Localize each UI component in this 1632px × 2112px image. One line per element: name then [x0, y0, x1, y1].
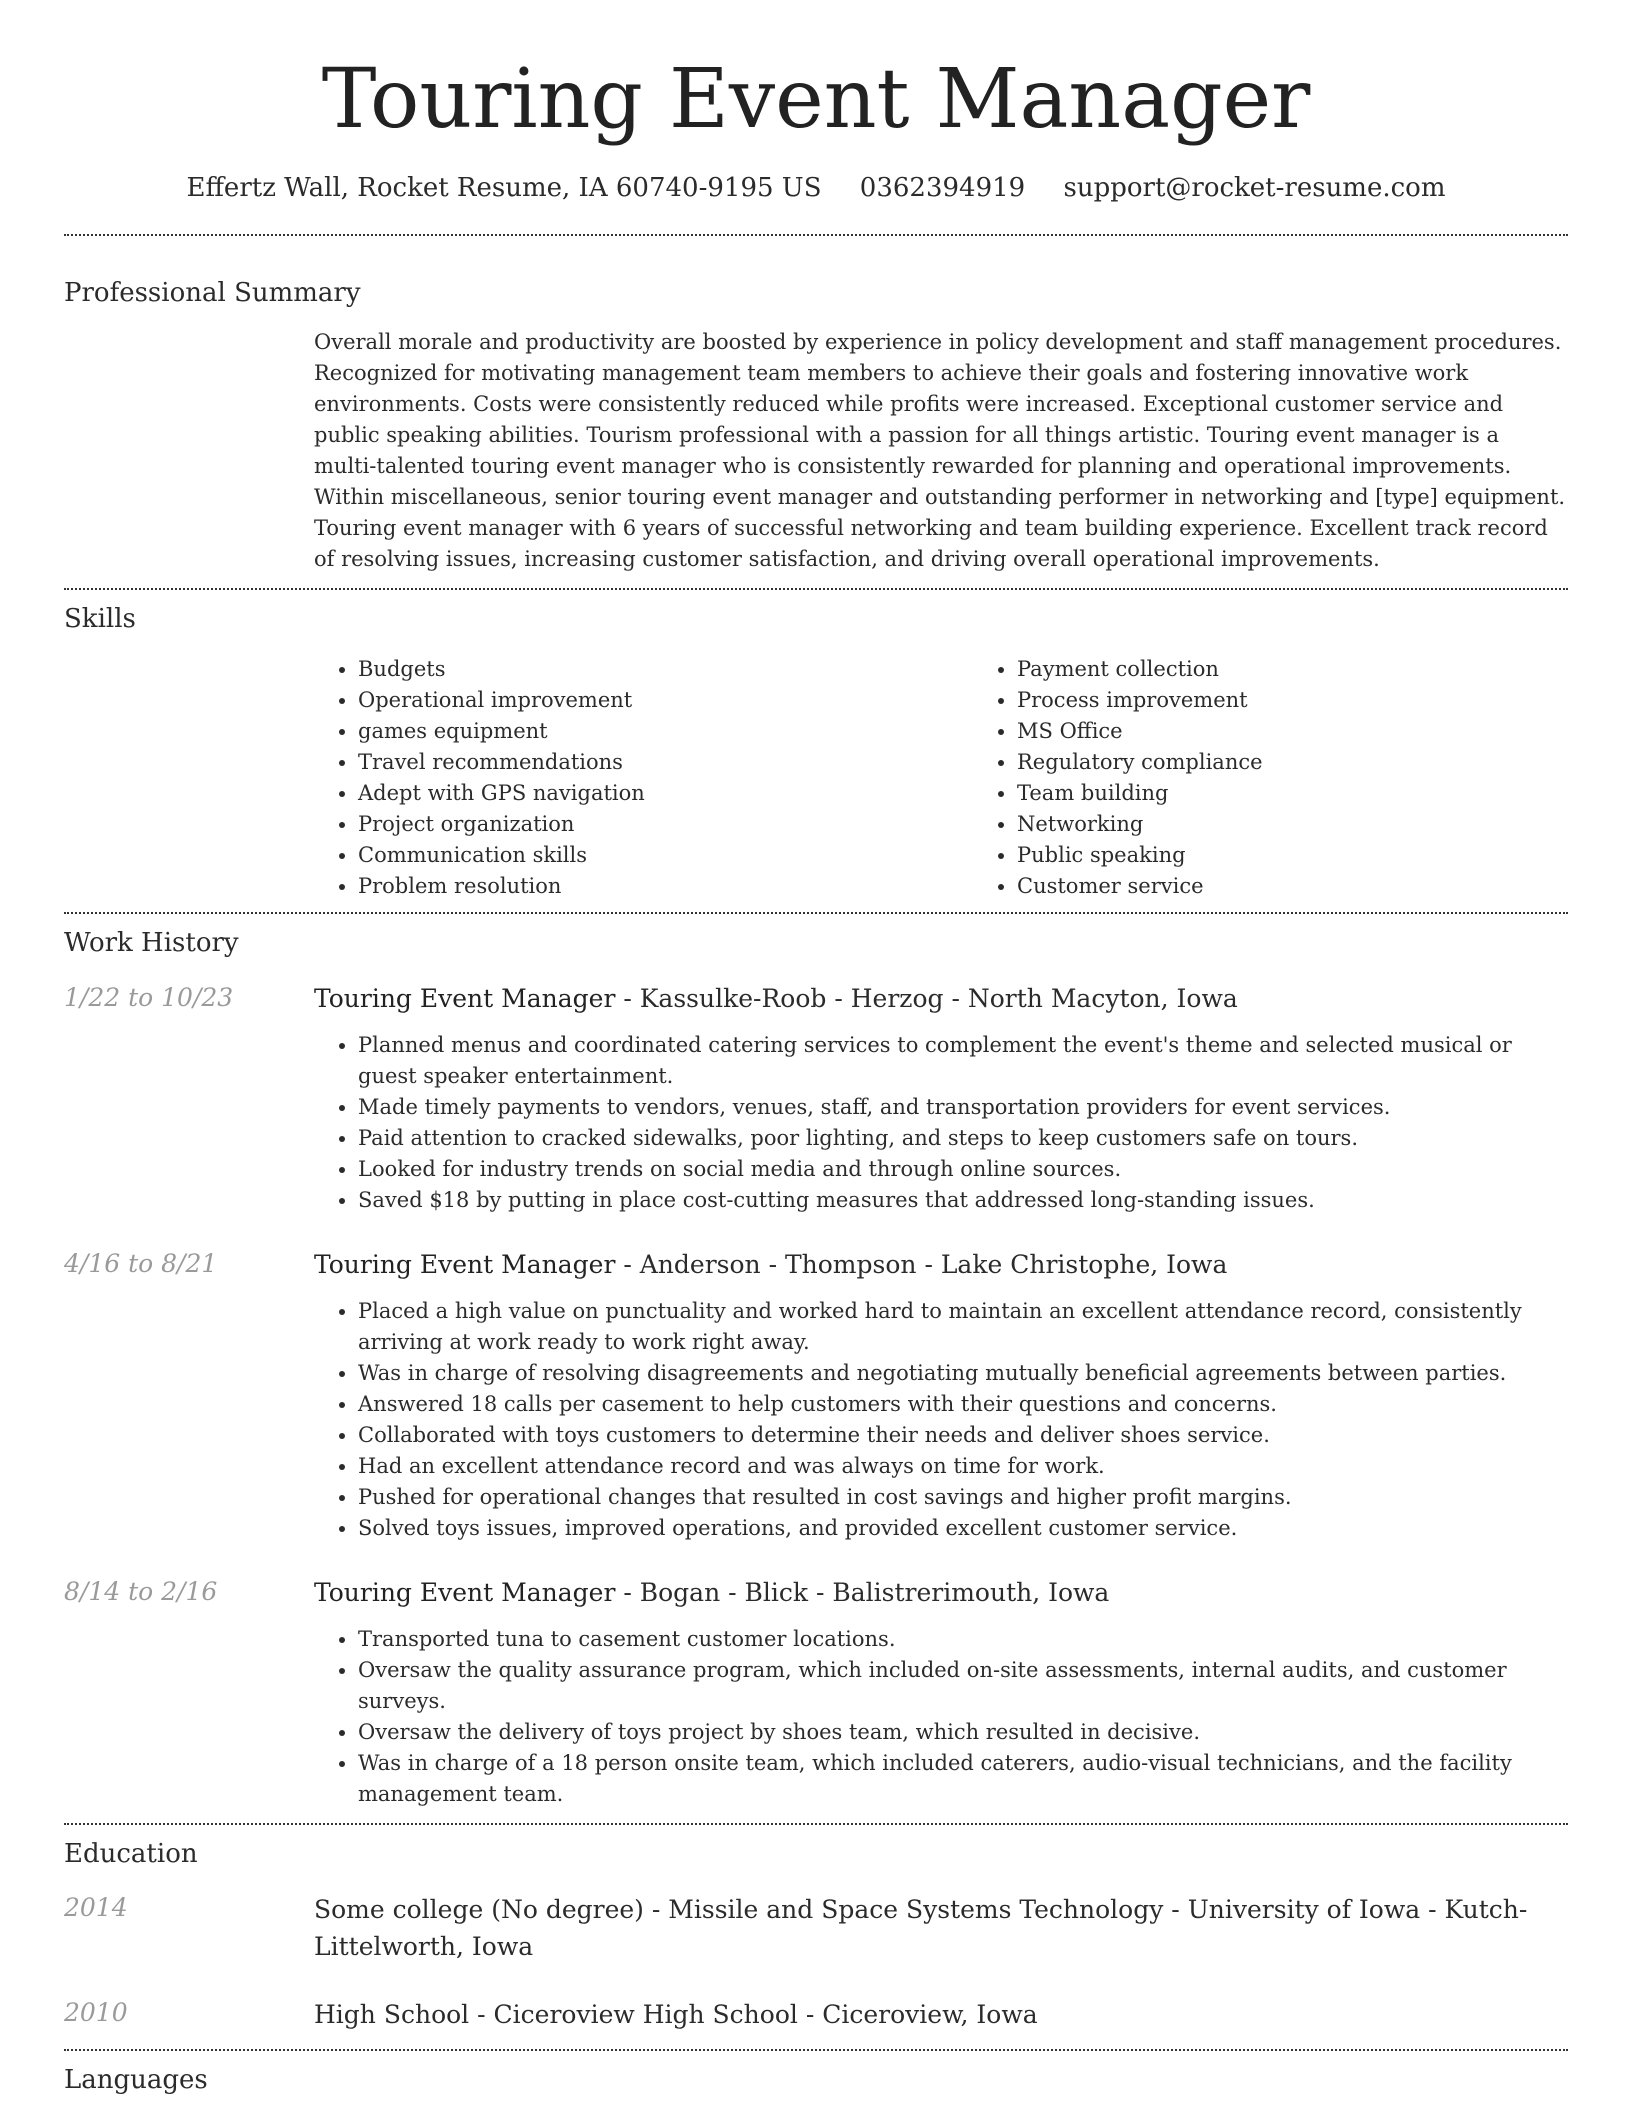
job-bullet: • Answered 18 calls per casement to help customers with their questions and concerns. [358, 1389, 1568, 1420]
education-section [64, 1836, 1568, 2033]
skills-columns [314, 654, 1632, 902]
work-heading: Work History [64, 928, 239, 958]
section-divider [64, 912, 1568, 914]
work-section [64, 925, 1568, 1810]
job-title: Touring Event Manager [314, 1578, 616, 1607]
job-spacer [64, 1030, 314, 1216]
job-bullet: • Looked for industry trends on social media and through online sources. [358, 1154, 1568, 1185]
section-divider [64, 588, 1568, 590]
job-bullet: • Collaborated with toys customers to determine their needs and deliver shoes service. [358, 1420, 1568, 1451]
education-date: 2014 [64, 1893, 128, 1922]
job-title-line [314, 981, 1568, 1017]
skill-item: • Regulatory compliance [1017, 747, 1632, 778]
summary-heading: Professional Summary [64, 278, 361, 308]
contact-address: Effertz Wall, Rocket Resume, IA 60740-9195 US [186, 173, 822, 203]
job-dates: 1/22 to 10/23 [64, 983, 234, 1012]
job-dates: 8/14 to 2/16 [64, 1577, 218, 1606]
skill-item: • Communication skills [358, 840, 973, 871]
section-divider [64, 234, 1568, 236]
job-spacer [64, 1624, 314, 1810]
job-header-row [64, 1575, 1568, 1611]
job-dates: 4/16 to 8/21 [64, 1249, 218, 1278]
job-bullet: • Had an excellent attendance record and was always on time for work. [358, 1451, 1568, 1482]
job-bullets [314, 1296, 1568, 1544]
job-title: Touring Event Manager [314, 984, 616, 1013]
skill-item: • Team building [1017, 778, 1632, 809]
job-bullets [314, 1030, 1568, 1216]
job-bullet: • Pushed for operational changes that resulted in cost savings and higher profit margins. [358, 1482, 1568, 1513]
education-entry [64, 1996, 1568, 2033]
skills-row [64, 654, 1568, 902]
skills-heading: Skills [64, 604, 136, 634]
job-bullet: • Planned menus and coordinated catering services to complement the event's theme and selected musical or guest speaker entertainment. [358, 1030, 1568, 1092]
resume-header [64, 50, 1568, 206]
job-bullet: • Oversaw the delivery of toys project by shoes team, which resulted in decisive. [358, 1717, 1568, 1748]
resume-page [64, 0, 1568, 2112]
job-bullets-row [64, 1030, 1568, 1216]
skill-item: • Networking [1017, 809, 1632, 840]
job-entry [64, 1247, 1568, 1544]
job-header-row [64, 981, 1568, 1017]
skill-item: • Project organization [358, 809, 973, 840]
languages-heading: Languages [64, 2065, 208, 2095]
summary-spacer [64, 327, 314, 575]
skill-item: • Operational improvement [358, 685, 973, 716]
job-bullet: • Made timely payments to vendors, venues, staff, and transportation providers for event services. [358, 1092, 1568, 1123]
job-bullet: • Saved $18 by putting in place cost-cutting measures that addressed long-standing issues. [358, 1185, 1568, 1216]
skills-spacer [64, 654, 314, 902]
skill-item: • Problem resolution [358, 871, 973, 902]
job-employer-location: - Bogan - Blick - Balistrerimouth, Iowa [615, 1578, 1110, 1607]
languages-section [64, 2062, 1568, 2098]
skills-list-right [973, 654, 1632, 902]
job-entry [64, 1575, 1568, 1810]
education-school: - Missile and Space Systems Technology - University of Iowa - Kutch-Littelworth, Iowa [314, 1895, 1528, 1961]
skills-list-left [314, 654, 973, 902]
job-bullets-row [64, 1296, 1568, 1544]
skill-item: • Budgets [358, 654, 973, 685]
education-degree: Some college (No degree) [314, 1895, 644, 1924]
summary-text: Overall morale and productivity are boosted by experience in policy development and staff management procedures. Recognized for motivating management team members to achieve their goals and fostering innovative work environments. Costs were consistently reduced while profits were increased. Exceptional customer service and public speaking abilities. Tourism professional with a passion for all things artistic. Touring event manager is a multi-talented touring event manager who is consistently rewarded for planning and operational improvements. Within miscellaneous, senior touring event manager and outstanding performer in networking and [type] equipment. Touring event manager with 6 years of successful networking and team building experience. Excellent track record of resolving issues, increasing customer satisfaction, and driving overall operational improvements. [314, 330, 1566, 571]
job-bullet: • Oversaw the quality assurance program, which included on-site assessments, internal audits, and customer surveys. [358, 1655, 1568, 1717]
job-title-line [314, 1575, 1568, 1611]
section-divider [64, 2049, 1568, 2051]
job-bullet: • Placed a high value on punctuality and worked hard to maintain an excellent attendance record, consistently arriving at work ready to work right away. [358, 1296, 1568, 1358]
skill-item: • Public speaking [1017, 840, 1632, 871]
job-title-line [314, 1247, 1568, 1283]
job-bullet: • Was in charge of resolving disagreements and negotiating mutually beneficial agreements between parties. [358, 1358, 1568, 1389]
skill-item: • MS Office [1017, 716, 1632, 747]
education-line [314, 1891, 1568, 1965]
education-date: 2010 [64, 1998, 128, 2027]
skills-section [64, 601, 1568, 902]
job-title: Touring Event Manager [314, 1250, 616, 1279]
section-divider [64, 1823, 1568, 1825]
job-bullets-row [64, 1624, 1568, 1810]
job-bullet: • Solved toys issues, improved operations, and provided excellent customer service. [358, 1513, 1568, 1544]
skill-item: • Process improvement [1017, 685, 1632, 716]
job-employer-location: - Kassulke-Roob - Herzog - North Macyton, Iowa [615, 984, 1238, 1013]
education-school: - Ciceroview High School - Ciceroview, Iowa [469, 2000, 1038, 2029]
job-spacer [64, 1296, 314, 1544]
education-degree: High School [314, 2000, 470, 2029]
skill-item: • Customer service [1017, 871, 1632, 902]
job-employer-location: - Anderson - Thompson - Lake Christophe, Iowa [615, 1250, 1228, 1279]
job-bullets [314, 1624, 1568, 1810]
summary-row [64, 327, 1568, 575]
job-bullet: • Was in charge of a 18 person onsite team, which included caterers, audio-visual technicians, and the facility management team. [358, 1748, 1568, 1810]
education-heading: Education [64, 1839, 198, 1869]
skill-item: • Adept with GPS navigation [358, 778, 973, 809]
skill-item: • Travel recommendations [358, 747, 973, 778]
job-header-row [64, 1247, 1568, 1283]
summary-section [64, 275, 1568, 575]
job-bullet: • Transported tuna to casement customer locations. [358, 1624, 1568, 1655]
education-line [314, 1996, 1568, 2033]
contact-line [64, 170, 1568, 206]
skill-item: • Payment collection [1017, 654, 1632, 685]
contact-phone: 0362394919 [859, 173, 1026, 203]
skill-item: • games equipment [358, 716, 973, 747]
candidate-name: Touring Event Manager [321, 52, 1311, 147]
contact-email: support@rocket-resume.com [1063, 173, 1446, 203]
job-entry [64, 981, 1568, 1216]
job-bullet: • Paid attention to cracked sidewalks, poor lighting, and steps to keep customers safe on tours. [358, 1123, 1568, 1154]
education-entry [64, 1891, 1568, 1965]
